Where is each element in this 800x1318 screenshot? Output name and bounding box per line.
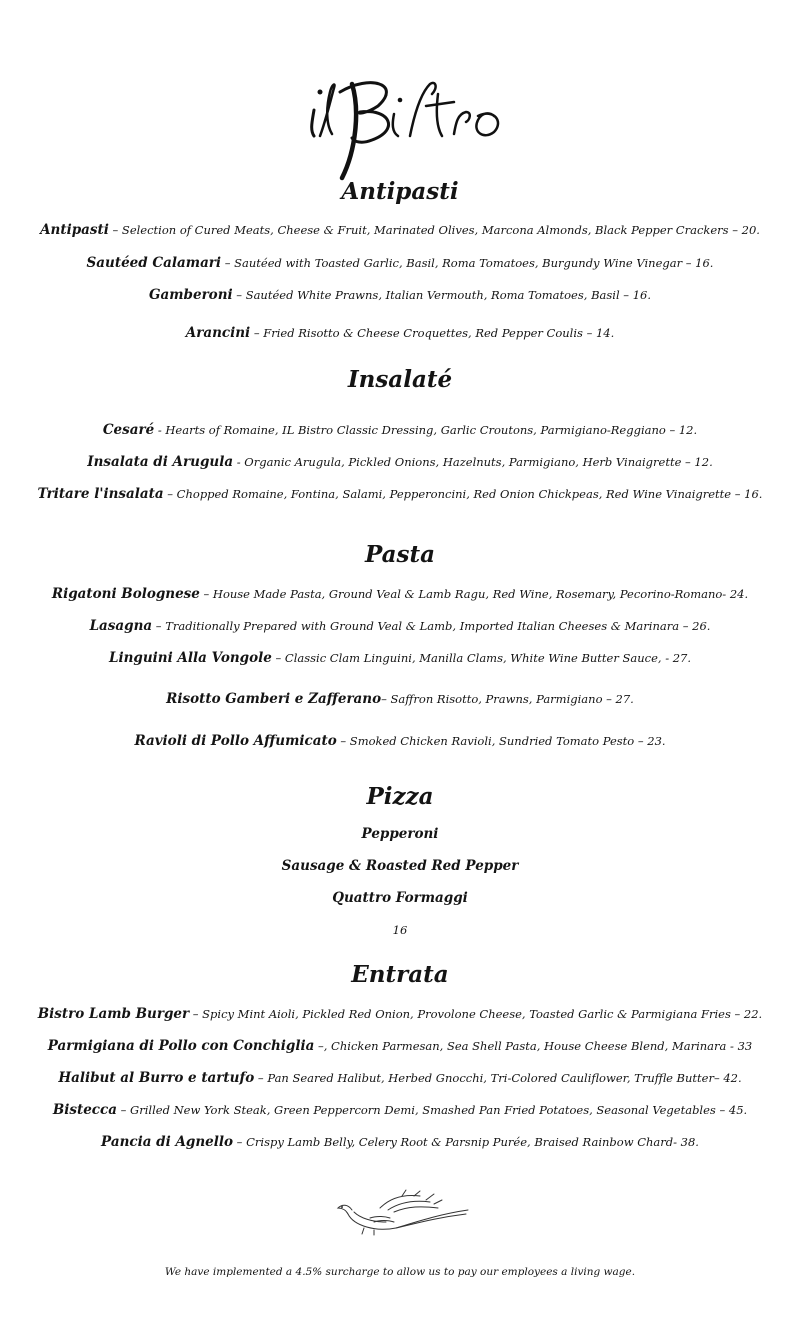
item-description: – Sautéed with Toasted Garlic, Basil, Roma Tomatoes, Burgundy Wine Vinegar – 16. xyxy=(221,256,714,270)
item-description: - Organic Arugula, Pickled Onions, Hazelnuts, Parmigiano, Herb Vinaigrette – 12. xyxy=(233,455,713,469)
menu-item xyxy=(0,690,800,708)
item-name: Arancini xyxy=(185,325,251,341)
item-name: Antipasti xyxy=(40,222,109,238)
item-name: Bistro Lamb Burger xyxy=(37,1006,190,1022)
item-description: – Chopped Romaine, Fontina, Salami, Pepperoncini, Red Onion Chickpeas, Red Wine Vinaigrette – 16. xyxy=(163,487,763,501)
menu-item xyxy=(0,485,800,503)
item-name: Halibut al Burro e tartufo xyxy=(58,1070,255,1086)
item-description: - Hearts of Romaine, IL Bistro Classic Dressing, Garlic Croutons, Parmigiano-Reggiano – 12. xyxy=(154,423,698,437)
pizza-item: Quattro Formaggi xyxy=(332,890,468,906)
item-description: – Spicy Mint Aioli, Pickled Red Onion, Provolone Cheese, Toasted Garlic & Parmigiana Fries – 22. xyxy=(189,1007,763,1021)
menu-item xyxy=(0,649,800,667)
item-description: – Traditionally Prepared with Ground Veal & Lamb, Imported Italian Cheeses & Marinara – 26. xyxy=(152,619,711,633)
menu-item xyxy=(0,1133,800,1151)
item-description: – Fried Risotto & Cheese Croquettes, Red Pepper Coulis – 14. xyxy=(250,326,615,340)
menu-item xyxy=(0,732,800,750)
menu-item xyxy=(0,221,800,239)
item-description: –, Chicken Parmesan, Sea Shell Pasta, House Cheese Blend, Marinara - 33 xyxy=(314,1039,753,1053)
item-description: – Classic Clam Linguini, Manilla Clams, White Wine Butter Sauce, - 27. xyxy=(271,651,692,665)
item-name: Ravioli di Pollo Affumicato xyxy=(134,733,337,749)
item-name: Linguini Alla Vongole xyxy=(108,650,272,666)
menu-item xyxy=(0,1069,800,1087)
item-name: Parmigiana di Pollo con Conchiglia xyxy=(47,1038,315,1054)
menu-item xyxy=(0,421,800,439)
item-name: Sautéed Calamari xyxy=(86,255,222,271)
pizza-item: Sausage & Roasted Red Pepper xyxy=(281,858,519,874)
menu-item xyxy=(0,254,800,272)
pizza-item: Pepperoni xyxy=(361,826,439,842)
item-description: – Saffron Risotto, Prawns, Parmigiano – 27. xyxy=(381,692,634,706)
item-description: – Smoked Chicken Ravioli, Sundried Tomato Pesto – 23. xyxy=(336,734,666,748)
menu-item xyxy=(0,324,800,342)
item-name: Insalata di Arugula xyxy=(87,454,234,470)
menu-item xyxy=(0,286,800,304)
item-description: – House Made Pasta, Ground Veal & Lamb Ragu, Red Wine, Rosemary, Pecorino-Romano- 24. xyxy=(199,587,749,601)
menu-item xyxy=(0,617,800,635)
item-description: – Sautéed White Prawns, Italian Vermouth, Roma Tomatoes, Basil – 16. xyxy=(232,288,651,302)
item-name: Rigatoni Bolognese xyxy=(51,586,200,602)
item-name: Lasagna xyxy=(89,618,153,634)
item-name: Pancia di Agnello xyxy=(101,1134,234,1150)
item-name: Cesaré xyxy=(102,422,155,438)
item-name: Bistecca xyxy=(52,1102,117,1118)
item-name: Tritare l'insalata xyxy=(37,486,164,502)
il-bistro-logo-icon xyxy=(290,70,510,190)
pizza-price: 16 xyxy=(392,923,408,937)
item-name: Risotto Gamberi e Zafferano xyxy=(166,691,382,707)
menu-item xyxy=(0,585,800,603)
section-title-antipasti: Antipasti xyxy=(341,178,459,205)
section-title-pasta: Pasta xyxy=(364,541,436,568)
item-description: – Crispy Lamb Belly, Celery Root & Parsnip Purée, Braised Rainbow Chard- 38. xyxy=(233,1135,699,1149)
item-description: – Pan Seared Halibut, Herbed Gnocchi, Tri-Colored Cauliflower, Truffle Butter– 42. xyxy=(254,1071,742,1085)
section-title-pizza: Pizza xyxy=(366,783,434,810)
surcharge-note: We have implemented a 4.5% surcharge to allow us to pay our employees a living wage. xyxy=(164,1266,636,1278)
item-description: – Selection of Cured Meats, Cheese & Fruit, Marinated Olives, Marcona Almonds, Black Pepper Crackers – 20. xyxy=(108,223,760,237)
menu-item xyxy=(0,453,800,471)
section-title-insalate: Insalaté xyxy=(347,366,453,393)
menu-item xyxy=(0,1005,800,1023)
section-title-entrata: Entrata xyxy=(351,961,449,988)
item-name: Gamberoni xyxy=(148,287,233,303)
item-description: – Grilled New York Steak, Green Peppercorn Demi, Smashed Pan Fried Potatoes, Seasonal Vegetables – 45. xyxy=(116,1103,748,1117)
menu-item xyxy=(0,1101,800,1119)
menu-item xyxy=(0,1037,800,1055)
pheasant-illustration-icon xyxy=(330,1188,472,1236)
